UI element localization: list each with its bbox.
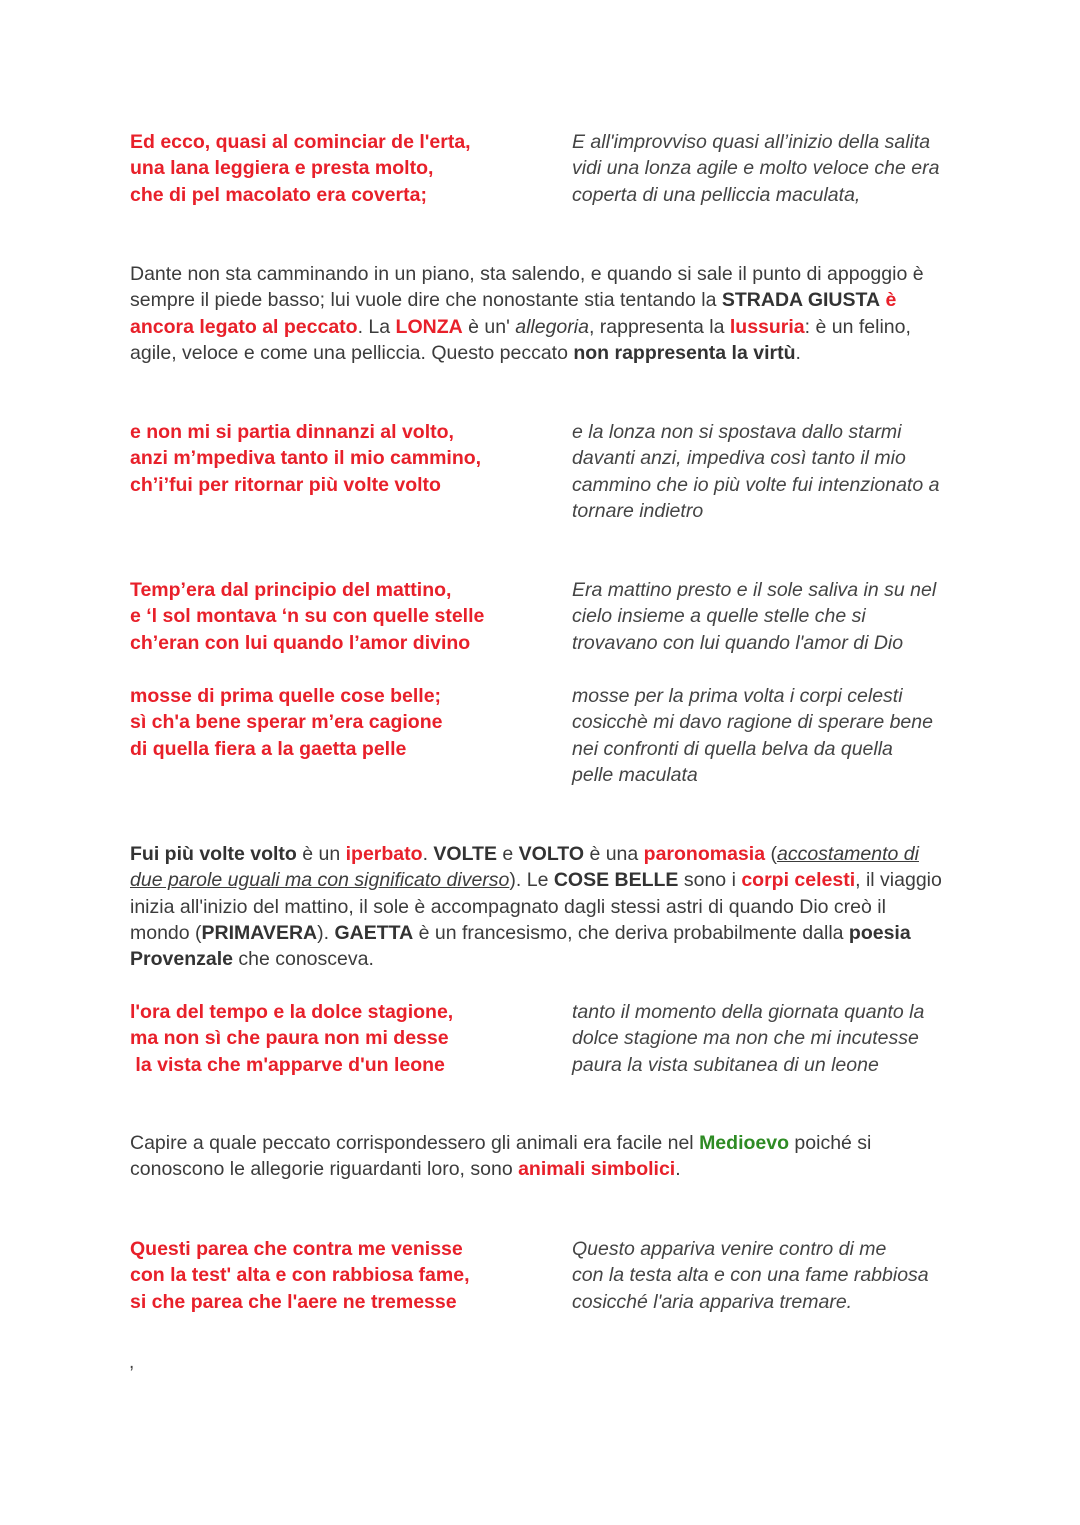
verse-line: una lana leggiera e presta molto,: [130, 157, 434, 180]
verse-line: con la test' alta e con rabbiosa fame,: [130, 1264, 470, 1287]
text-run: poiché si conoscono le allegorie riguardanti loro, sono: [130, 1132, 872, 1181]
translation-line: cielo insieme a quelle stelle che si: [572, 605, 866, 628]
text-run: Dante non sta camminando in un piano, sta salendo, e quando si sale il punto di appoggio è sempre il piede basso; lui vuole dire che nonostante stia tentando la: [130, 263, 924, 312]
text-run: . La: [357, 315, 396, 338]
translation-line: vidi una lonza agile e molto veloce che era: [572, 157, 940, 180]
text-run: è una: [584, 843, 644, 865]
verse-translation: [572, 683, 967, 788]
text-run: accostamento di due parole uguali ma con significato diverso: [130, 843, 919, 892]
verse-line: ma non sì che paura non mi desse: [130, 1027, 449, 1050]
translation-line: Era mattino presto e il sole saliva in su nel: [572, 579, 937, 601]
text-run: è un: [296, 843, 346, 865]
verse-original: [130, 129, 550, 208]
verse-translation: [572, 577, 967, 656]
text-run: .: [422, 843, 434, 865]
translation-line: tornare indietro: [572, 499, 704, 522]
text-run: corpi celesti: [741, 869, 856, 892]
text-run: è un francesismo, che deriva probabilmente dalla: [413, 921, 849, 944]
text-run: Capire a quale peccato corrispondessero gli animali era facile nel: [130, 1132, 700, 1154]
verse-original: [130, 577, 550, 656]
text-run: è un': [462, 315, 516, 338]
text-run: COSE BELLE: [553, 869, 679, 892]
verse-line: Questi parea che contra me venisse: [130, 1238, 463, 1260]
text-run: Fui più volte volto: [130, 843, 297, 865]
translation-line: dolce stagione ma non che mi incutesse: [572, 1027, 919, 1050]
verse-line: ch’eran con lui quando l’amor divino: [130, 631, 471, 654]
verse-line: e non mi si partia dinnanzi al volto,: [130, 421, 454, 443]
text-run: STRADA GIUSTA: [721, 289, 881, 312]
verse-line: si che parea che l'aere ne tremesse: [130, 1290, 457, 1313]
text-run: LONZA: [395, 315, 463, 338]
verse-line: Ed ecco, quasi al cominciar de l'erta,: [130, 131, 471, 153]
text-run: : è un felino, agile, veloce e come una pelliccia. Questo peccato: [130, 315, 911, 364]
text-run: PRIMAVERA: [201, 921, 318, 944]
verse-original: [130, 1236, 550, 1315]
translation-line: davanti anzi, impediva così tanto il mio: [572, 447, 906, 470]
translation-line: con la testa alta e con una fame rabbiosa: [572, 1264, 929, 1287]
verse-translation: [572, 419, 967, 524]
commentary-animali: [130, 1130, 950, 1183]
commentary-figure-retoriche: [130, 841, 950, 972]
translation-line: cosicchè mi davo ragione di sperare bene: [572, 711, 933, 734]
translation-line: mosse per la prima volta i corpi celesti: [572, 685, 903, 707]
text-run: .: [675, 1158, 681, 1181]
verse-line: e ‘l sol montava ‘n su con quelle stelle: [130, 605, 485, 628]
stray-comma: ,: [129, 1352, 135, 1373]
text-run: non rappresenta la virtù: [573, 341, 796, 364]
text-run: , il viaggio inizia all'inizio del mattino, il sole è accompagnato dagli stessi astri di quando Dio creò il mondo (: [130, 869, 942, 944]
text-run: allegoria: [515, 315, 589, 338]
verse-line: che di pel macolato era coverta;: [130, 183, 427, 206]
verse-line: sì ch'a bene sperar m’era cagione: [130, 711, 443, 734]
text-run: ). Le: [509, 869, 554, 892]
translation-line: Questo appariva venire contro di me: [572, 1238, 887, 1260]
text-run: Medioevo: [699, 1132, 789, 1154]
verse-original: [130, 999, 550, 1078]
text-run: (: [765, 843, 777, 865]
translation-line: cammino che io più volte fui intenzionato a: [572, 473, 940, 496]
text-run: ).: [317, 921, 335, 944]
text-run: animali simbolici: [518, 1158, 676, 1181]
verse-line: la vista che m'apparve d'un leone: [130, 1053, 445, 1076]
translation-line: tanto il momento della giornata quanto la: [572, 1001, 925, 1023]
translation-line: e la lonza non si spostava dallo starmi: [572, 421, 902, 443]
text-run: VOLTO: [518, 843, 585, 865]
verse-translation: [572, 999, 967, 1078]
verse-original: [130, 683, 550, 762]
text-run: sono i: [678, 869, 742, 892]
text-run: , rappresenta la: [588, 315, 730, 338]
commentary-lonza: [130, 261, 950, 366]
verse-line: di quella fiera a la gaetta pelle: [130, 737, 407, 760]
verse-translation: [572, 129, 967, 208]
translation-line: cosicché l'aria appariva tremare.: [572, 1290, 853, 1313]
text-run: iperbato: [345, 843, 423, 865]
text-run: e: [496, 843, 519, 865]
translation-line: coperta di una pelliccia maculata,: [572, 183, 861, 206]
text-run: poesia Provenzale: [130, 921, 911, 971]
verse-original: [130, 419, 550, 498]
translation-line: nei confronti di quella belva da quella: [572, 737, 893, 760]
text-run: GAETTA: [334, 921, 414, 944]
translation-line: E all'improvviso quasi all’inizio della salita: [572, 131, 931, 153]
text-run: paronomasia: [643, 843, 766, 865]
verse-line: ch’i’fui per ritornar più volte volto: [130, 473, 441, 496]
translation-line: trovavano con lui quando l'amor di Dio: [572, 631, 904, 654]
text-run: che conosceva.: [232, 948, 374, 971]
verse-line: anzi m’mpediva tanto il mio cammino,: [130, 447, 482, 470]
text-run: VOLTE: [433, 843, 497, 865]
text-run: lussuria: [729, 315, 805, 338]
verse-line: Temp’era dal principio del mattino,: [130, 579, 452, 601]
verse-line: mosse di prima quelle cose belle;: [130, 685, 442, 707]
verse-translation: [572, 1236, 967, 1315]
text-run: .: [795, 341, 801, 364]
translation-line: pelle maculata: [572, 763, 698, 786]
text-run: è ancora legato al peccato: [130, 289, 897, 338]
verse-line: l'ora del tempo e la dolce stagione,: [130, 1001, 454, 1023]
translation-line: paura la vista subitanea di un leone: [572, 1053, 879, 1076]
